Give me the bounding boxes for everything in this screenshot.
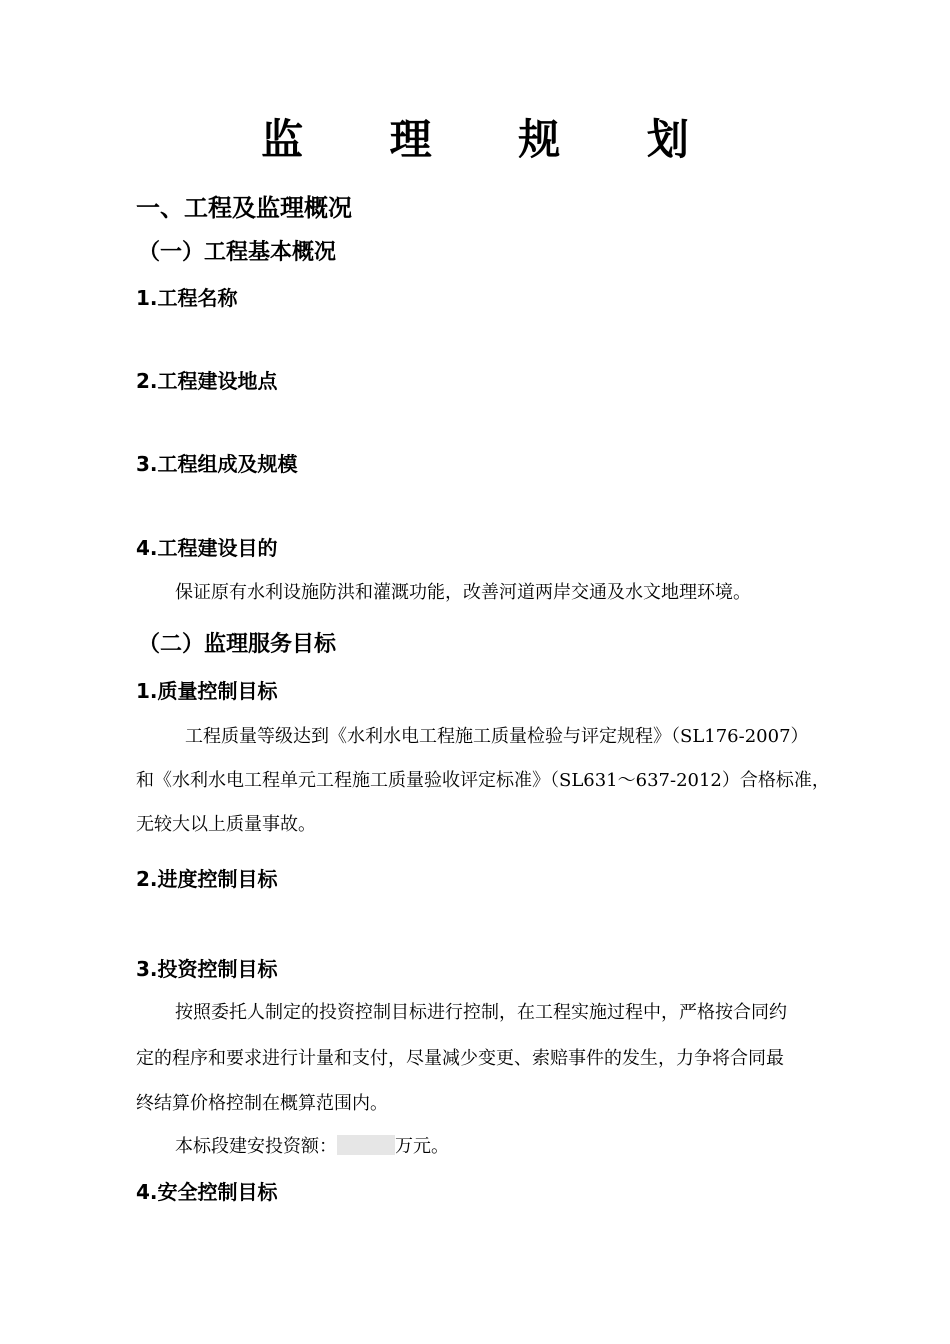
item-project-name: 1.工程名称 xyxy=(136,286,238,310)
purpose-text: 保证原有水利设施防洪和灌溉功能，改善河道两岸交通及水文地理环境。 xyxy=(175,582,751,603)
goal-quality-line-3: 无较大以上质量事故。 xyxy=(136,814,316,835)
goal-investment-line-3: 终结算价格控制在概算范围内。 xyxy=(136,1093,388,1114)
investment-blank-field xyxy=(337,1135,395,1155)
goal-quality-line-2: 和《水利水电工程单元工程施工质量验收评定标准》（SL631～637-2012）合格标准， xyxy=(136,770,830,791)
goal-schedule-heading: 2.进度控制目标 xyxy=(136,867,278,891)
investment-prefix: 本标段建安投资额： xyxy=(175,1136,337,1157)
subsection-heading-basic: （一）工程基本概况 xyxy=(138,240,337,265)
item-project-purpose: 4.工程建设目的 xyxy=(136,536,278,560)
goal-safety-heading: 4.安全控制目标 xyxy=(136,1180,278,1204)
item-project-location: 2.工程建设地点 xyxy=(136,369,278,393)
subsection-heading-goals: （二）监理服务目标 xyxy=(138,632,337,657)
goal-investment-line-2: 定的程序和要求进行计量和支付，尽量减少变更、索赔事件的发生，力争将合同最 xyxy=(136,1048,784,1069)
document-title: 监 理 规 划 xyxy=(261,115,725,164)
goal-quality-line-1: 工程质量等级达到《水利水电工程施工质量检验与评定规程》（SL176-2007） xyxy=(185,726,809,747)
goal-investment-line-1: 按照委托人制定的投资控制目标进行控制，在工程实施过程中，严格按合同约 xyxy=(175,1002,787,1023)
item-project-composition: 3.工程组成及规模 xyxy=(136,452,298,476)
investment-suffix: 万元。 xyxy=(395,1136,449,1157)
goal-investment-heading: 3.投资控制目标 xyxy=(136,957,278,981)
section-heading-overview: 一、工程及监理概况 xyxy=(136,194,352,222)
investment-amount-line xyxy=(175,1134,449,1160)
goal-quality-heading: 1.质量控制目标 xyxy=(136,679,278,703)
